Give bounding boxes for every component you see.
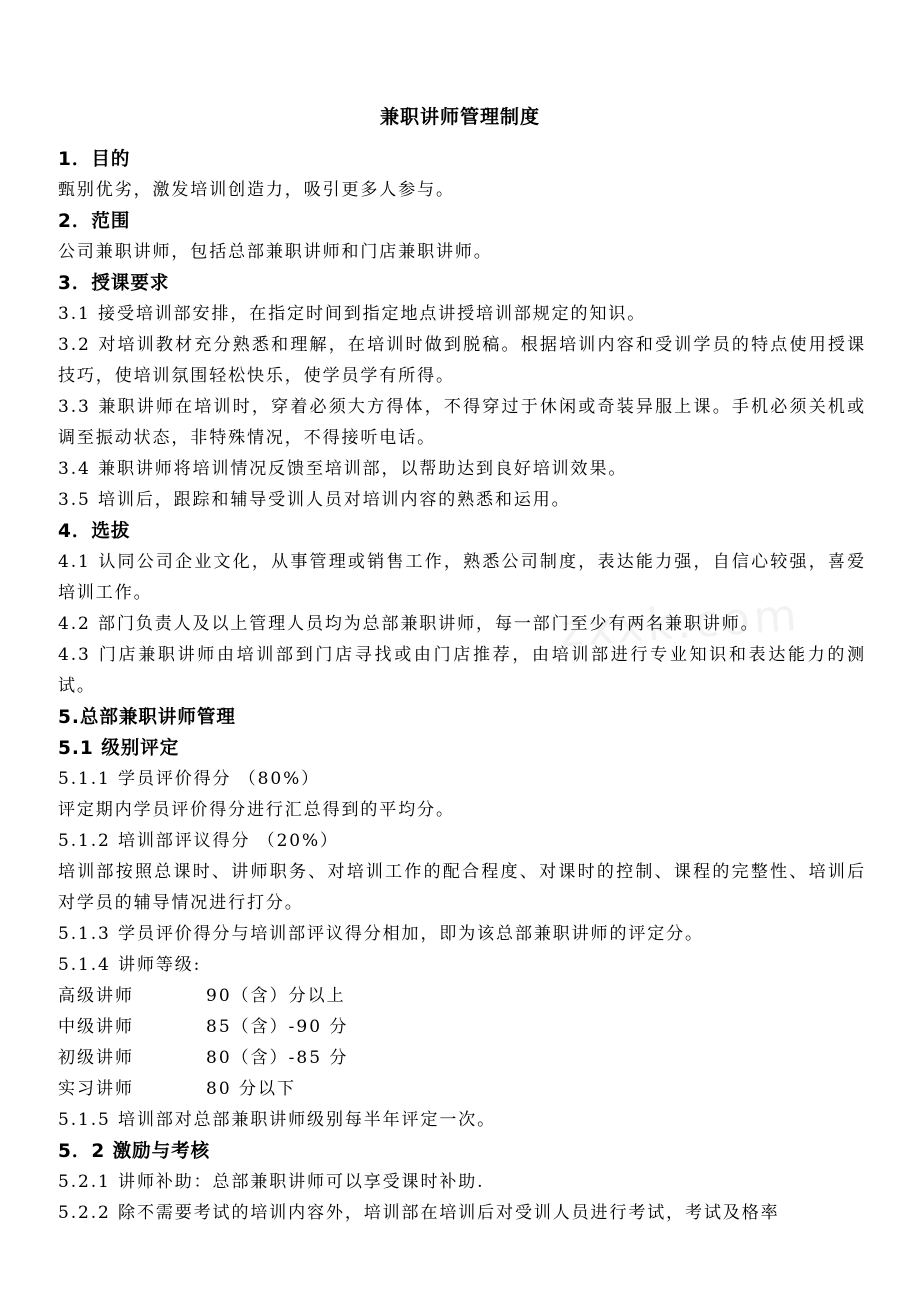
section-heading-purpose: 1．目的 <box>58 149 131 170</box>
grade-name: 实习讲师 <box>58 1079 134 1099</box>
grade-range: 90（含）分以上 <box>206 986 346 1006</box>
grade-row-intermediate <box>58 1012 866 1043</box>
grade-row-senior <box>58 981 866 1012</box>
paragraph-5-1-1-text: 评定期内学员评价得分进行汇总得到的平均分。 <box>58 800 455 820</box>
section-heading-selection: 4．选拔 <box>58 521 131 542</box>
paragraph-3-5: 3.5 培训后，跟踪和辅导受训人员对培训内容的熟悉和运用。 <box>58 490 571 510</box>
paragraph-5-1-4: 5.1.4 讲师等级: <box>58 955 202 975</box>
paragraph-5-1-1-title: 5.1.1 学员评价得分 （80%） <box>58 769 321 789</box>
grade-row-junior <box>58 1043 866 1074</box>
paragraph-5-2-1: 5.2.1 讲师补助：总部兼职讲师可以享受课时补助. <box>58 1172 485 1192</box>
paragraph-3-1: 3.1 接受培训部安排，在指定时间到指定地点讲授培训部规定的知识。 <box>58 304 647 324</box>
section-heading-hq-lecturer-management: 5.总部兼职讲师管理 <box>58 707 236 728</box>
document-body <box>58 144 866 1229</box>
grade-name: 初级讲师 <box>58 1048 134 1068</box>
grade-range: 85（含）-90 分 <box>206 1017 349 1037</box>
paragraph-5-1-2-text: 培训部按照总课时、讲师职务、对培训工作的配合程度、对课时的控制、课程的完整性、培训后对学员的辅导情况进行打分。 <box>58 862 866 913</box>
paragraph-5-1-5: 5.1.5 培训部对总部兼职讲师级别每半年评定一次。 <box>58 1110 497 1130</box>
document-title: 兼职讲师管理制度 <box>379 106 540 128</box>
section-heading-scope: 2．范围 <box>58 211 131 232</box>
grade-range: 80（含）-85 分 <box>206 1048 349 1068</box>
watermark: zxxk.com <box>558 589 803 658</box>
paragraph-4-1: 4.1 认同公司企业文化，从事管理或销售工作，熟悉公司制度，表达能力强，自信心较强，喜爱培训工作。 <box>58 552 866 603</box>
paragraph-4-2: 4.2 部门负责人及以上管理人员均为总部兼职讲师，每一部门至少有两名兼职讲师。 <box>58 614 760 634</box>
paragraph-3-4: 3.4 兼职讲师将培训情况反馈至培训部，以帮助达到良好培训效果。 <box>58 459 628 479</box>
grade-name: 高级讲师 <box>58 986 134 1006</box>
grade-row-intern <box>58 1074 866 1105</box>
grade-range: 80 分以下 <box>206 1079 297 1099</box>
lecturer-grade-list <box>58 981 866 1105</box>
subsection-heading-level-assessment: 5.1 级别评定 <box>58 738 180 759</box>
paragraph-5-2-2: 5.2.2 除不需要考试的培训内容外，培训部在培训后对受训人员进行考试，考试及格率 <box>58 1203 780 1223</box>
section-text-purpose: 甄别优劣，激发培训创造力，吸引更多人参与。 <box>58 180 455 200</box>
paragraph-5-1-2-title: 5.1.2 培训部评议得分 （20%） <box>58 831 339 851</box>
section-heading-teaching-requirements: 3．授课要求 <box>58 273 170 294</box>
paragraph-3-2: 3.2 对培训教材充分熟悉和理解，在培训时做到脱稿。根据培训内容和受训学员的特点使用授课技巧，使培训氛围轻松快乐，使学员学有所得。 <box>58 335 866 386</box>
paragraph-3-3: 3.3 兼职讲师在培训时，穿着必须大方得体，不得穿过于休闲或奇装异服上课。手机必须关机或调至振动状态，非特殊情况，不得接听电话。 <box>58 397 866 448</box>
subsection-heading-incentive-assessment: 5．2 激励与考核 <box>58 1141 211 1162</box>
paragraph-5-1-3: 5.1.3 学员评价得分与培训部评议得分相加，即为该总部兼职讲师的评定分。 <box>58 924 704 944</box>
grade-name: 中级讲师 <box>58 1017 134 1037</box>
section-text-scope: 公司兼职讲师，包括总部兼职讲师和门店兼职讲师。 <box>58 242 493 262</box>
paragraph-4-3: 4.3 门店兼职讲师由培训部到门店寻找或由门店推荐，由培训部进行专业知识和表达能力的测试。 <box>58 645 866 696</box>
